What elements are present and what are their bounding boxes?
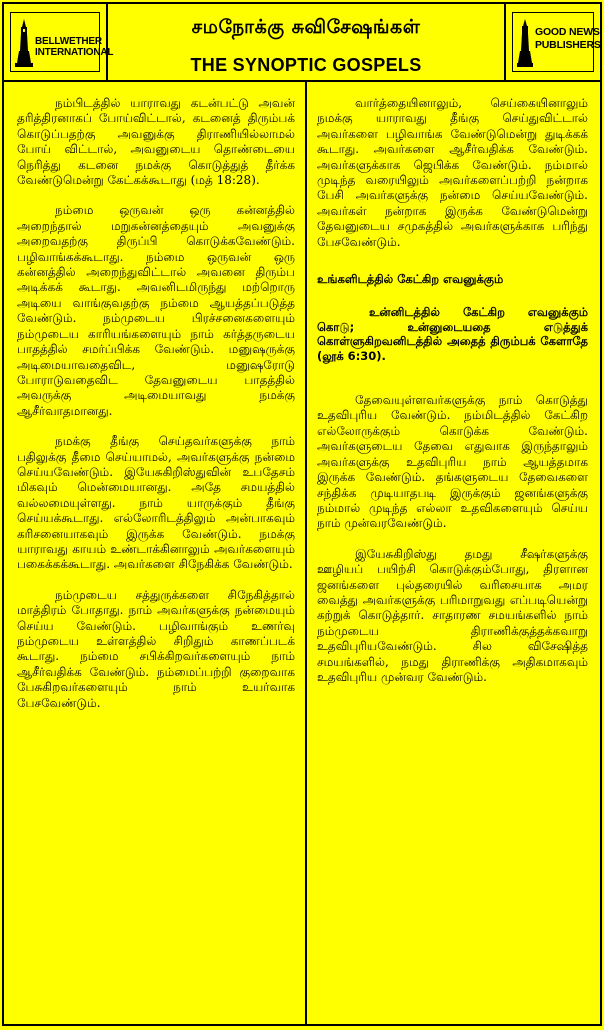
paragraph: தேவையுள்ளவர்களுக்கு நாம் கொடுத்து உதவிபுரிய வேண்டும். நம்மிடத்தில் கேட்கிற எல்லோருக்கும் கொடுக்க வேண்டும். அவர்களுடைய தேவை எதுவாக இருந்தாலும் அவர்களுக்கு உதவிபுரிய நாம் ஆயத்தமாக இருக்க வேண்டும். தங்களுடைய தேவைகளை சந்திக்க முடியாதபடி இருக்கும் ஜனங்களுக்கு நம்மால் முடிந்த எல்லா உதவிகளையும் செய்ய நாம் முன்வரவேண்டும். <box>317 393 588 531</box>
page-title-tamil: சமநோக்கு சுவிசேஷங்கள் <box>191 16 421 38</box>
page-title-english: THE SYNOPTIC GOSPELS <box>190 55 422 75</box>
article-body <box>4 82 600 1024</box>
good-news-logo-text: GOOD NEWS PUBLISHERS <box>535 26 601 51</box>
bellwether-logo <box>4 4 114 80</box>
paragraph: வார்த்தையினாலும், செய்கையினாலும் நமக்கு யாராவது தீங்கு செய்துவிட்டால் அவர்களை பழிவாங்க வேண்டுமென்று துடிக்கக் கூடாது. அவர்களை ஆசீர்வதிக்க வேண்டும். அவர்களுக்காக ஜெபிக்க வேண்டும். நம்மால் முடிந்த வரையிலும் அவர்களைப்பற்றி நன்றாக பேசி அவர்களுக்கு நன்மை செய்யவேண்டும். அவர்கள் நன்றாக இருக்க வேண்டுமென்று தேவனுடைய சமுகத்தில் அவர்களுக்காக பரிந்து பேசவேண்டும். <box>317 96 588 249</box>
section-heading: உங்களிடத்தில் கேட்கிற எவனுக்கும் <box>317 272 504 287</box>
bellwether-logo-text: BELLWETHER INTERNATIONAL <box>35 36 114 58</box>
right-column <box>307 82 600 1024</box>
paragraph: இயேசுகிறிஸ்து தமது சீஷர்களுக்கு ஊழியப் பயிற்சி கொடுக்கும்போது, திரளான ஜனங்களை புல்தரையில் வரிசையாக அமர வைத்து அவர்களுக்கு பரிமாறுவது எப்படியென்று கற்றுக் கொடுத்தார். சாதாரண சமயங்களில் நாம் நம்முடைய திராணிக்குத்தக்கவாறு உதவிபுரியவேண்டும். சில விசேஷித்த சமயங்களில், நமது திராணிக்கு அதிகமாகவும் உதவிபுரிய முன்வர வேண்டும். <box>317 546 588 684</box>
title-block <box>108 4 504 80</box>
paragraph: நம்முடைய சத்துருக்களை சிநேகித்தால் மாத்திரம் போதாது. நாம் அவர்களுக்கு நன்மையும் செய்ய வேண்டும். பழிவாங்கும் உணர்வு நம்முடைய உள்ளத்தில் சிறிதும் காணப்படக் கூடாது. நம்மை சபிக்கிறவர்களையும் நாம் ஆசீர்வதிக்க வேண்டும். நம்மைப்பற்றி குறைவாக பேசுகிறவர்களையும் நாம் உயர்வாக பேசவேண்டும். <box>17 587 295 710</box>
good-news-logo <box>504 4 600 80</box>
paragraph: நமக்கு தீங்கு செய்தவர்களுக்கு நாம் பதிலுக்கு தீமை செய்யாமல், அவர்களுக்கு நன்மை செய்யவேண்டும். இயேசுகிறிஸ்துவின் உபதேசம் மிகவும் மென்மையானது. அதே சமயத்தில் வல்லமையுள்ளது. நாம் யாருக்கும் தீங்கு செய்யக்கூடாது. எல்லோரிடத்திலும் அன்பாகவும் கரிசனையாகவும் இருக்க வேண்டும். நமக்கு யாராவது காயம் உண்டாக்கினாலும் அவர்களையும் பகைக்கக்கூடாது. அவர்களை சிநேகிக்க வேண்டும். <box>17 434 295 572</box>
left-column <box>4 82 307 1024</box>
paragraph: நம்மை ஒருவன் ஒரு கன்னத்தில் அறைந்தால் மறுகன்னத்தையும் அவனுக்கு அறைவதற்கு திருப்பி கொடுக்கவேண்டும். பழிவாங்கக்கூடாது. நம்மை ஒருவன் ஒரு கன்னத்தில் அறைந்துவிட்டால் அவனை திரும்ப அடிக்கக் கூடாது. அவனிடமிருந்து மற்றொரு அடியை வாங்குவதற்கு நம்மை ஆயத்தப்படுத்த வேண்டும். நம்முடைய பிரச்சனைகளையும் நம்முடைய காரியங்களையும் நாம் கர்த்தருடைய பாதத்தில் சமர்ப்பிக்க வேண்டும். மனுஷருக்கு அடிமையாவதைவிட, மனுஷரோடு போராடுவதைவிட தேவனுடைய பாதத்தில் அவருக்கு அடிமையாவது நமக்கு ஆசீர்வாதமானது. <box>17 203 295 418</box>
scripture-quote: உன்னிடத்தில் கேட்கிற எவனுக்கும் கொடு; உன்னுடையதை எடுத்துக் கொள்ளுகிறவனிடத்தில் அதைத் திரும்பக் கேளாதே (லூக் 6:30). <box>317 305 588 363</box>
tower-icon <box>517 17 533 69</box>
header <box>4 4 600 82</box>
page <box>2 2 602 1026</box>
tower-icon <box>15 17 33 69</box>
paragraph: நம்பிடத்தில் யாராவது கடன்பட்டு அவன் தரித்திரனாகப் போய்விட்டால், கடனைத் திரும்பக் கொடுப்பதற்கு அவனுக்கு திராணியில்லாமல் போய் விட்டால், அவனுடைய தொண்டையை நெரித்து கடனை நமக்கு கொடுத்துத் தீர்க்க வேண்டுமென்று கேட்கக்கூடாது (மத் 18:28). <box>17 96 295 188</box>
